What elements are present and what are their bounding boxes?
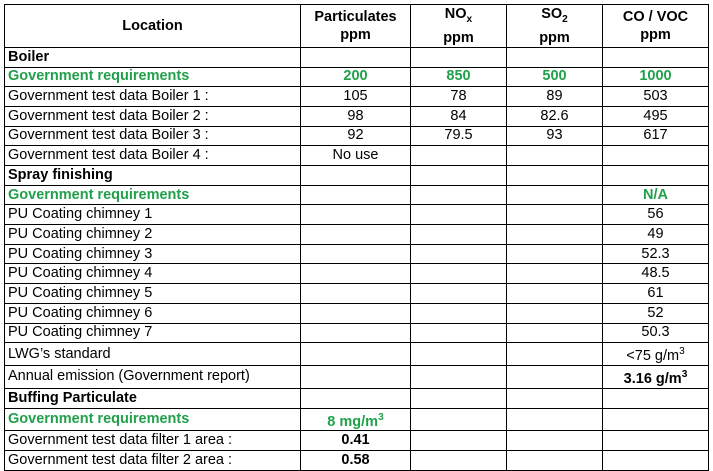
cell-so2: 500 (507, 67, 603, 87)
cell-particulates: 200 (301, 67, 411, 87)
cell-co-voc: 61 (603, 284, 709, 304)
cell-nox: 850 (411, 67, 507, 87)
cell-nox: 78 (411, 87, 507, 107)
cell-co-voc: 52 (603, 303, 709, 323)
table-row (5, 264, 709, 284)
row-label: Government test data Boiler 4 : (5, 146, 301, 166)
cell-co-voc: 52.3 (603, 244, 709, 264)
header-so2: $SO_2$ ppm (507, 5, 603, 48)
row-label: Government test data filter 2 area : (5, 451, 301, 471)
row-label: Government requirements (5, 185, 301, 205)
row-label: PU Coating chimney 1 (5, 205, 301, 225)
row-label: PU Coating chimney 7 (5, 323, 301, 343)
row-label: PU Coating chimney 3 (5, 244, 301, 264)
row-label: PU Coating chimney 4 (5, 264, 301, 284)
cell-so2: 93 (507, 126, 603, 146)
row-label: LWG’s standard (5, 343, 301, 366)
table-row-lwg-standard (5, 343, 709, 366)
table-row (5, 244, 709, 264)
table-row (5, 146, 709, 166)
cell-particulates: 105 (301, 87, 411, 107)
header-co-voc: CO / VOC ppm (603, 5, 709, 48)
row-label: Government test data filter 1 area : (5, 431, 301, 451)
cell-particulates: 0.58 (301, 451, 411, 471)
cell-co-voc: 56 (603, 205, 709, 225)
cell-nox: 84 (411, 106, 507, 126)
cell-co-voc: 503 (603, 87, 709, 107)
cell-co-voc: 495 (603, 106, 709, 126)
row-label: Government test data Boiler 1 : (5, 87, 301, 107)
requirement-row (5, 408, 709, 431)
row-label: Government test data Boiler 3 : (5, 126, 301, 146)
header-location: Location (5, 5, 301, 48)
table-row (5, 106, 709, 126)
section-title: Buffing Particulate (5, 388, 301, 408)
cell-co-voc: 617 (603, 126, 709, 146)
section-title: Spray finishing (5, 166, 301, 186)
table-row-annual-emission (5, 366, 709, 389)
table-row (5, 87, 709, 107)
row-label: PU Coating chimney 2 (5, 225, 301, 245)
row-label: Government test data Boiler 2 : (5, 106, 301, 126)
cell-so2: 82.6 (507, 106, 603, 126)
section-row-buffing-particulate (5, 388, 709, 408)
table-row (5, 431, 709, 451)
header-particulates: Particulates ppm (301, 5, 411, 48)
cell-so2 (507, 146, 603, 166)
cell-co-voc: 3.16 $g/m^3$ (603, 366, 709, 389)
header-nox: $NO_x$ ppm (411, 5, 507, 48)
requirement-row (5, 185, 709, 205)
row-label: Government requirements (5, 408, 301, 431)
cell-nox (411, 146, 507, 166)
cell-particulates: 92 (301, 126, 411, 146)
cell-nox: 79.5 (411, 126, 507, 146)
row-label: PU Coating chimney 5 (5, 284, 301, 304)
table-row (5, 323, 709, 343)
section-row-boiler (5, 47, 709, 67)
emissions-table (4, 4, 709, 471)
row-label: PU Coating chimney 6 (5, 303, 301, 323)
section-row-spray-finishing (5, 166, 709, 186)
cell-co-voc: 49 (603, 225, 709, 245)
header-row (5, 5, 709, 48)
cell-particulates: 98 (301, 106, 411, 126)
section-title: Boiler (5, 47, 301, 67)
cell-co-voc (603, 146, 709, 166)
table-row (5, 284, 709, 304)
table-row (5, 126, 709, 146)
table-row (5, 303, 709, 323)
cell-so2: 89 (507, 87, 603, 107)
row-label: Government requirements (5, 67, 301, 87)
cell-co-voc: 48.5 (603, 264, 709, 284)
cell-particulates: 8 $mg/m^3$ (301, 408, 411, 431)
requirement-row (5, 67, 709, 87)
cell-co-voc: 1000 (603, 67, 709, 87)
cell-co-voc: N/A (603, 185, 709, 205)
cell-co-voc: 50.3 (603, 323, 709, 343)
row-label: Annual emission (Government report) (5, 366, 301, 389)
table-row (5, 451, 709, 471)
cell-particulates: No use (301, 146, 411, 166)
cell-co-voc: <75 $g/m^3$ (603, 343, 709, 366)
table-row (5, 205, 709, 225)
table-row (5, 225, 709, 245)
cell-particulates: 0.41 (301, 431, 411, 451)
